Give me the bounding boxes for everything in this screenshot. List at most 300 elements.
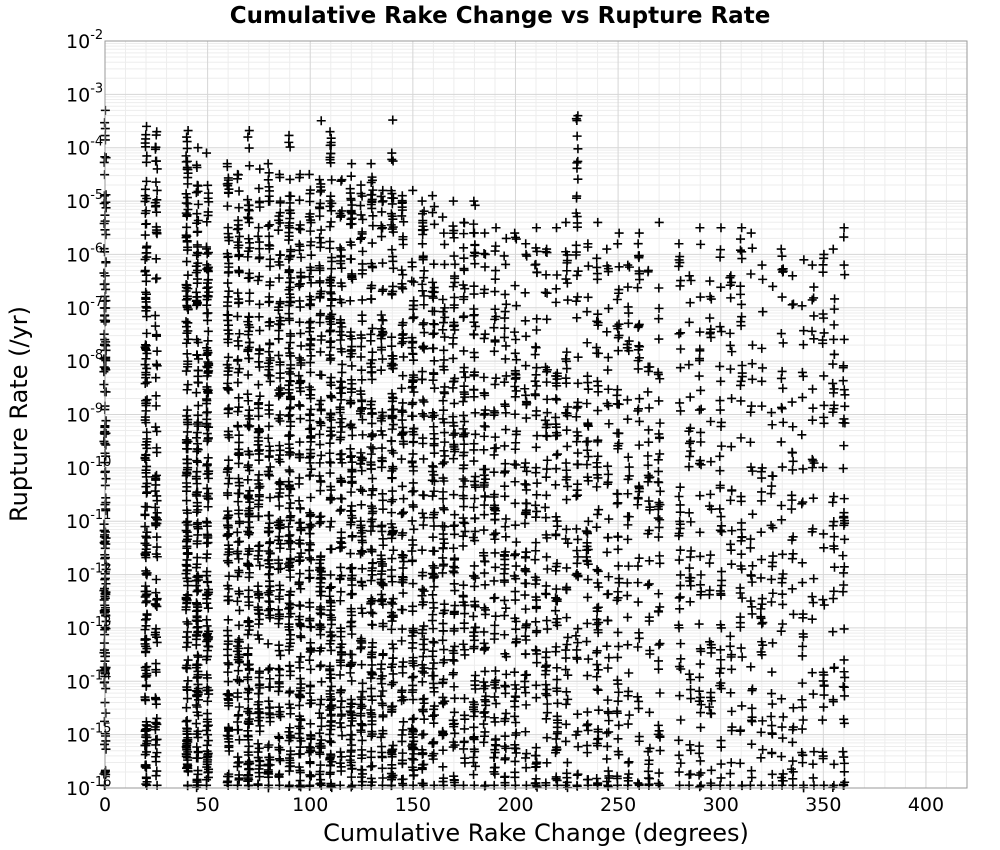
data-point bbox=[687, 546, 696, 555]
data-point bbox=[469, 282, 478, 291]
data-point bbox=[407, 277, 416, 286]
data-point bbox=[387, 625, 396, 634]
data-point bbox=[634, 598, 643, 607]
data-point bbox=[367, 490, 376, 499]
data-point bbox=[685, 740, 694, 749]
data-point bbox=[654, 656, 663, 665]
data-point bbox=[183, 420, 192, 429]
data-point bbox=[561, 646, 570, 655]
data-point bbox=[788, 422, 797, 431]
data-point bbox=[285, 723, 294, 732]
data-point bbox=[368, 570, 377, 579]
data-point bbox=[101, 684, 110, 693]
data-point bbox=[224, 558, 233, 567]
data-point bbox=[223, 383, 232, 392]
data-point bbox=[737, 550, 746, 559]
data-point bbox=[336, 543, 345, 552]
data-point bbox=[142, 122, 151, 131]
data-point bbox=[541, 288, 550, 297]
data-point bbox=[675, 492, 684, 501]
data-point bbox=[408, 262, 417, 271]
data-point bbox=[193, 530, 202, 539]
data-point bbox=[532, 370, 541, 379]
data-point bbox=[542, 491, 551, 500]
data-point bbox=[624, 669, 633, 678]
data-point bbox=[141, 379, 150, 388]
data-point bbox=[337, 175, 346, 184]
data-point bbox=[655, 769, 664, 778]
data-point bbox=[450, 510, 459, 519]
data-point bbox=[737, 377, 746, 386]
data-point bbox=[592, 660, 601, 669]
data-point bbox=[450, 445, 459, 454]
data-point bbox=[235, 232, 244, 241]
data-point bbox=[317, 287, 326, 296]
data-point bbox=[357, 375, 366, 384]
data-point bbox=[428, 712, 437, 721]
data-point bbox=[787, 505, 796, 514]
data-point bbox=[234, 203, 243, 212]
data-point bbox=[439, 560, 448, 569]
data-point bbox=[623, 512, 632, 521]
data-point bbox=[151, 311, 160, 320]
data-point bbox=[286, 709, 295, 718]
data-point bbox=[388, 640, 397, 649]
data-point bbox=[378, 774, 387, 783]
data-point bbox=[613, 490, 622, 499]
data-point bbox=[797, 499, 806, 508]
data-point bbox=[532, 490, 541, 499]
data-point bbox=[389, 264, 398, 273]
data-point bbox=[644, 267, 653, 276]
data-point bbox=[254, 605, 263, 614]
data-point bbox=[356, 201, 365, 210]
data-point bbox=[592, 774, 601, 783]
data-point bbox=[346, 219, 355, 228]
data-point bbox=[511, 718, 520, 727]
data-point bbox=[235, 187, 244, 196]
data-point bbox=[235, 775, 244, 784]
data-point bbox=[634, 341, 643, 350]
data-point bbox=[357, 660, 366, 669]
data-point bbox=[440, 240, 449, 249]
data-point bbox=[356, 726, 365, 735]
data-point bbox=[768, 420, 777, 429]
data-point bbox=[276, 369, 285, 378]
data-point bbox=[346, 184, 355, 193]
data-point bbox=[778, 600, 787, 609]
data-point bbox=[297, 341, 306, 350]
data-point bbox=[398, 662, 407, 671]
data-point bbox=[153, 164, 162, 173]
data-point bbox=[767, 712, 776, 721]
data-point bbox=[459, 254, 468, 263]
data-point bbox=[532, 326, 541, 335]
data-point bbox=[767, 489, 776, 498]
data-point bbox=[604, 478, 613, 487]
data-point bbox=[296, 776, 305, 785]
data-point bbox=[561, 654, 570, 663]
data-point bbox=[285, 530, 294, 539]
data-point bbox=[532, 658, 541, 667]
data-point bbox=[655, 500, 664, 509]
data-point bbox=[510, 768, 519, 777]
data-point bbox=[408, 186, 417, 195]
data-point bbox=[542, 758, 551, 767]
data-point bbox=[418, 367, 427, 376]
data-point bbox=[736, 246, 745, 255]
data-point bbox=[408, 644, 417, 653]
data-point bbox=[543, 395, 552, 404]
data-point bbox=[326, 545, 335, 554]
data-point bbox=[357, 210, 366, 219]
data-point bbox=[789, 300, 798, 309]
data-point bbox=[326, 301, 335, 310]
data-point bbox=[510, 712, 519, 721]
data-point bbox=[469, 330, 478, 339]
data-point bbox=[387, 446, 396, 455]
data-point bbox=[623, 613, 632, 622]
data-point bbox=[296, 584, 305, 593]
data-point bbox=[397, 408, 406, 417]
data-point bbox=[265, 452, 274, 461]
data-point bbox=[613, 709, 622, 718]
data-point bbox=[265, 182, 274, 191]
data-point bbox=[358, 564, 367, 573]
data-point bbox=[573, 398, 582, 407]
data-point bbox=[429, 671, 438, 680]
data-point bbox=[736, 613, 745, 622]
data-point bbox=[316, 311, 325, 320]
data-point bbox=[429, 624, 438, 633]
data-point bbox=[469, 503, 478, 512]
data-point bbox=[357, 500, 366, 509]
data-point bbox=[552, 585, 561, 594]
data-point bbox=[532, 443, 541, 452]
data-point bbox=[469, 439, 478, 448]
data-point bbox=[634, 493, 643, 502]
data-point bbox=[501, 260, 510, 269]
data-point bbox=[366, 762, 375, 771]
data-point bbox=[389, 420, 398, 429]
data-point bbox=[572, 546, 581, 555]
data-point bbox=[307, 251, 316, 260]
data-point bbox=[265, 493, 274, 502]
data-point bbox=[306, 405, 315, 414]
data-point bbox=[347, 617, 356, 626]
data-point bbox=[459, 581, 468, 590]
data-point bbox=[358, 259, 367, 268]
data-point bbox=[285, 467, 294, 476]
data-point bbox=[274, 641, 283, 650]
data-point bbox=[623, 261, 632, 270]
data-point bbox=[151, 503, 160, 512]
data-point bbox=[654, 396, 663, 405]
data-point bbox=[439, 645, 448, 654]
data-point bbox=[100, 526, 109, 535]
data-point bbox=[470, 636, 479, 645]
data-point bbox=[142, 243, 151, 252]
data-point bbox=[192, 776, 201, 785]
data-point bbox=[490, 576, 499, 585]
data-point bbox=[326, 493, 335, 502]
data-point bbox=[531, 260, 540, 269]
data-point bbox=[706, 779, 715, 788]
data-point bbox=[757, 728, 766, 737]
data-point bbox=[276, 384, 285, 393]
data-point bbox=[193, 651, 202, 660]
data-point bbox=[378, 562, 387, 571]
data-point bbox=[295, 781, 304, 790]
data-point bbox=[522, 480, 531, 489]
data-point bbox=[336, 587, 345, 596]
data-point bbox=[368, 348, 377, 357]
data-point bbox=[532, 758, 541, 767]
data-point bbox=[521, 671, 530, 680]
data-point bbox=[511, 335, 520, 344]
data-point bbox=[202, 590, 211, 599]
data-point bbox=[706, 457, 715, 466]
data-point bbox=[563, 633, 572, 642]
data-point bbox=[204, 189, 213, 198]
data-point bbox=[583, 741, 592, 750]
data-point bbox=[471, 408, 480, 417]
data-point bbox=[418, 434, 427, 443]
data-point bbox=[265, 703, 274, 712]
data-point bbox=[255, 721, 264, 730]
data-point bbox=[542, 714, 551, 723]
data-point bbox=[584, 452, 593, 461]
data-point bbox=[327, 289, 336, 298]
data-point bbox=[419, 652, 428, 661]
data-point bbox=[368, 186, 377, 195]
data-point bbox=[551, 480, 560, 489]
data-point bbox=[469, 571, 478, 580]
data-point bbox=[192, 163, 201, 172]
data-point bbox=[469, 644, 478, 653]
data-point bbox=[562, 687, 571, 696]
data-point bbox=[449, 544, 458, 553]
data-point bbox=[286, 403, 295, 412]
data-point bbox=[675, 768, 684, 777]
data-point bbox=[317, 722, 326, 731]
data-point bbox=[243, 675, 252, 684]
data-point bbox=[541, 513, 550, 522]
data-point bbox=[378, 764, 387, 773]
data-point bbox=[254, 232, 263, 241]
data-point bbox=[182, 526, 191, 535]
data-point bbox=[336, 450, 345, 459]
data-point bbox=[543, 456, 552, 465]
data-point bbox=[685, 439, 694, 448]
data-point bbox=[305, 197, 314, 206]
data-point bbox=[255, 165, 264, 174]
data-point bbox=[624, 687, 633, 696]
data-point bbox=[573, 157, 582, 166]
data-point bbox=[377, 444, 386, 453]
data-point bbox=[748, 510, 757, 519]
data-point bbox=[768, 282, 777, 291]
data-point bbox=[223, 556, 232, 565]
data-point bbox=[193, 240, 202, 249]
data-point bbox=[510, 382, 519, 391]
data-point bbox=[686, 298, 695, 307]
data-point bbox=[552, 298, 561, 307]
data-point bbox=[337, 422, 346, 431]
data-point bbox=[305, 598, 314, 607]
data-point bbox=[223, 668, 232, 677]
data-point bbox=[327, 134, 336, 143]
data-point bbox=[409, 714, 418, 723]
data-point bbox=[521, 552, 530, 561]
data-point bbox=[460, 650, 469, 659]
data-point bbox=[142, 219, 151, 228]
data-point bbox=[562, 266, 571, 275]
data-point bbox=[397, 605, 406, 614]
data-point bbox=[245, 338, 254, 347]
data-point bbox=[746, 662, 755, 671]
data-point bbox=[573, 624, 582, 633]
data-point bbox=[747, 229, 756, 238]
data-point bbox=[757, 402, 766, 411]
data-point bbox=[573, 480, 582, 489]
data-point bbox=[460, 694, 469, 703]
data-point bbox=[224, 456, 233, 465]
data-point bbox=[582, 721, 591, 730]
data-point bbox=[348, 431, 357, 440]
data-point bbox=[244, 616, 253, 625]
data-point bbox=[438, 568, 447, 577]
data-point bbox=[429, 330, 438, 339]
data-point bbox=[439, 446, 448, 455]
data-point bbox=[389, 449, 398, 458]
data-point bbox=[274, 605, 283, 614]
data-point bbox=[388, 282, 397, 291]
data-point bbox=[738, 361, 747, 370]
data-point bbox=[654, 498, 663, 507]
data-point bbox=[758, 716, 767, 725]
data-point bbox=[194, 366, 203, 375]
data-point bbox=[738, 653, 747, 662]
data-point bbox=[758, 600, 767, 609]
data-point bbox=[471, 430, 480, 439]
data-point bbox=[389, 464, 398, 473]
data-point bbox=[203, 709, 212, 718]
data-point bbox=[327, 517, 336, 526]
data-point bbox=[367, 747, 376, 756]
data-point bbox=[674, 239, 683, 248]
data-point bbox=[748, 341, 757, 350]
data-point bbox=[676, 363, 685, 372]
data-point bbox=[100, 280, 109, 289]
data-point bbox=[542, 465, 551, 474]
data-point bbox=[563, 296, 572, 305]
data-point bbox=[275, 544, 284, 553]
data-point bbox=[316, 625, 325, 634]
data-point bbox=[676, 508, 685, 517]
data-point bbox=[316, 700, 325, 709]
data-point bbox=[244, 234, 253, 243]
data-point bbox=[358, 721, 367, 730]
data-point bbox=[654, 665, 663, 674]
data-point bbox=[583, 437, 592, 446]
data-point bbox=[151, 601, 160, 610]
data-point bbox=[614, 545, 623, 554]
data-point bbox=[643, 451, 652, 460]
data-point bbox=[224, 189, 233, 198]
data-point bbox=[727, 546, 736, 555]
data-point bbox=[492, 699, 501, 708]
data-point bbox=[326, 192, 335, 201]
data-point bbox=[615, 262, 624, 271]
data-point bbox=[624, 319, 633, 328]
data-point bbox=[542, 432, 551, 441]
data-point bbox=[408, 715, 417, 724]
data-point bbox=[409, 437, 418, 446]
data-point bbox=[192, 640, 201, 649]
data-point bbox=[183, 157, 192, 166]
data-point bbox=[347, 773, 356, 782]
data-point bbox=[295, 479, 304, 488]
data-point bbox=[747, 402, 756, 411]
data-point bbox=[243, 649, 252, 658]
data-point bbox=[777, 437, 786, 446]
data-point bbox=[480, 229, 489, 238]
data-point bbox=[326, 570, 335, 579]
data-point bbox=[543, 565, 552, 574]
data-point bbox=[654, 477, 663, 486]
data-point bbox=[562, 426, 571, 435]
data-point bbox=[294, 280, 303, 289]
data-point bbox=[430, 508, 439, 517]
data-point bbox=[654, 283, 663, 292]
data-point bbox=[593, 437, 602, 446]
data-point bbox=[152, 427, 161, 436]
data-point bbox=[633, 283, 642, 292]
data-point bbox=[655, 218, 664, 227]
data-point bbox=[419, 640, 428, 649]
data-point bbox=[439, 406, 448, 415]
data-point bbox=[356, 235, 365, 244]
data-point bbox=[767, 668, 776, 677]
data-point bbox=[655, 304, 664, 313]
data-point bbox=[234, 666, 243, 675]
data-point bbox=[418, 286, 427, 295]
data-point bbox=[583, 671, 592, 680]
data-point bbox=[378, 505, 387, 514]
data-point bbox=[152, 443, 161, 452]
data-point bbox=[511, 596, 520, 605]
data-point bbox=[183, 385, 192, 394]
data-point bbox=[511, 392, 520, 401]
data-point bbox=[491, 666, 500, 675]
data-point bbox=[789, 703, 798, 712]
data-point bbox=[459, 424, 468, 433]
data-point bbox=[377, 527, 386, 536]
data-point bbox=[408, 556, 417, 565]
data-point bbox=[276, 712, 285, 721]
data-point bbox=[685, 670, 694, 679]
data-point bbox=[152, 401, 161, 410]
data-point bbox=[315, 729, 324, 738]
data-point bbox=[265, 674, 274, 683]
data-point bbox=[428, 533, 437, 542]
data-point bbox=[255, 254, 264, 263]
data-point bbox=[203, 181, 212, 190]
data-point bbox=[695, 406, 704, 415]
data-point bbox=[101, 257, 110, 266]
data-point bbox=[726, 341, 735, 350]
